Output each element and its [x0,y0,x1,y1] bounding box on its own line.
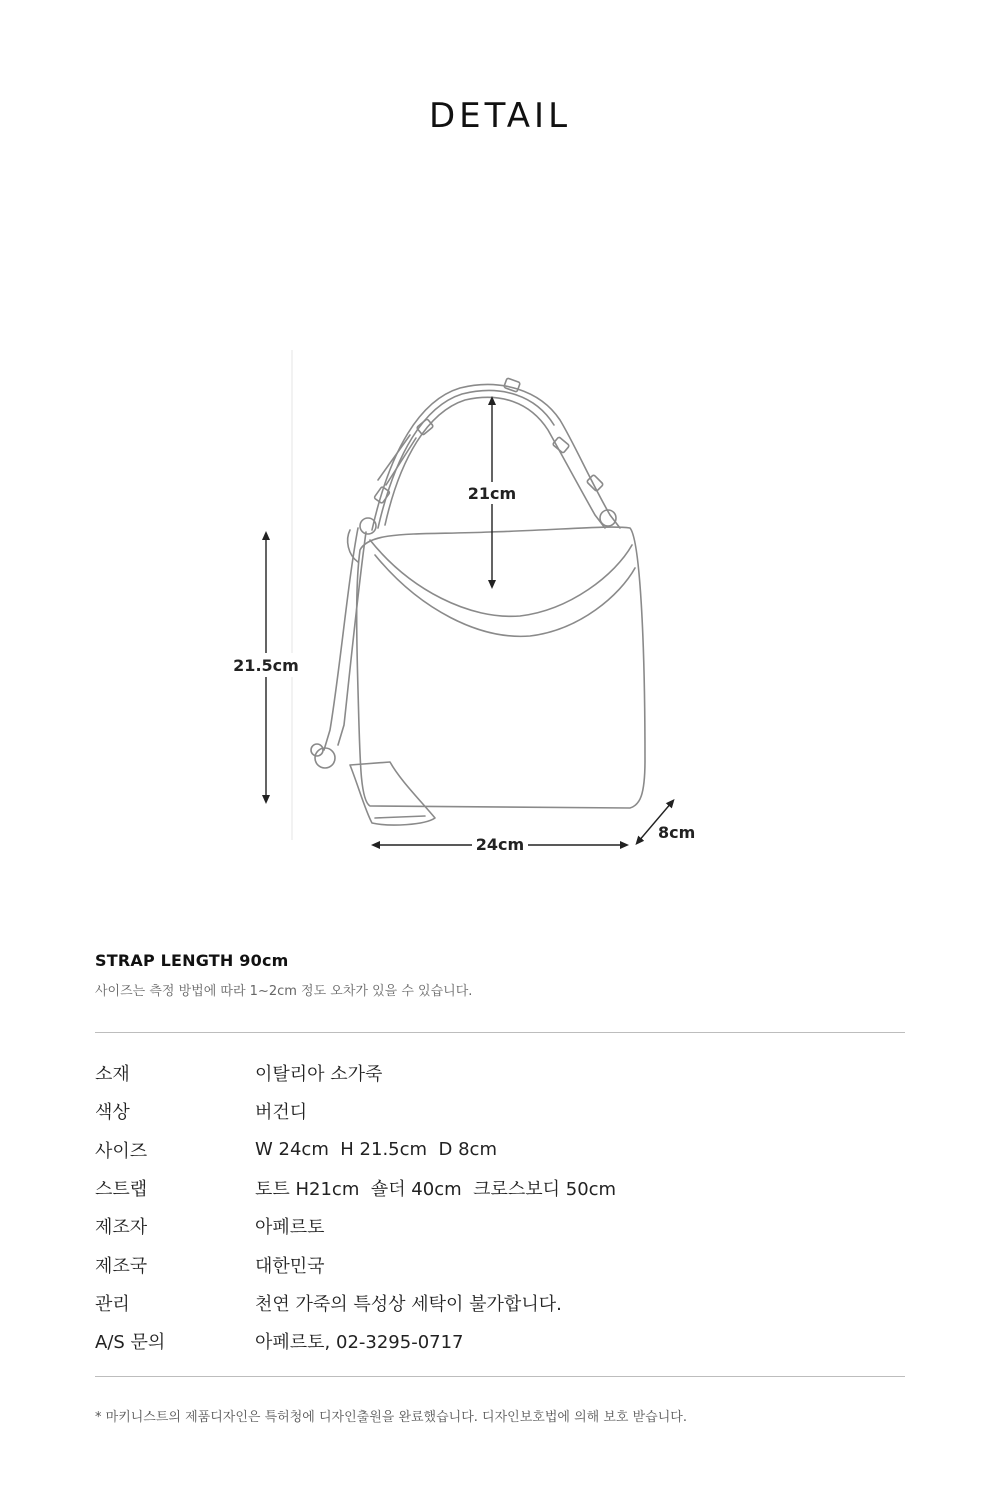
spec-key: A/S 문의 [95,1332,166,1354]
bag-outline [311,378,645,825]
spec-key: 관리 [95,1293,130,1315]
page-title: DETAIL [428,96,572,136]
depth-label: 8cm [658,823,696,842]
spec-row [95,1245,905,1283]
divider-top [95,1032,905,1033]
spec-key: 제조자 [95,1217,148,1239]
spec-key: 색상 [95,1102,130,1124]
spec-table [95,1054,905,1360]
spec-value: 버건디 [255,1102,308,1124]
footnote: * 마키니스트의 제품디자인은 특허청에 디자인출원을 완료했습니다. 디자인보호법에 의해 보호 받습니다. [95,1410,687,1425]
spec-key: 제조국 [95,1255,148,1277]
spec-key: 스트랩 [95,1179,148,1201]
spec-row [95,1054,905,1092]
spec-value: 천연 가죽의 특성상 세탁이 불가합니다. [255,1293,562,1315]
width-label: 24cm [475,835,525,854]
spec-value: W 24cm H 21.5cm D 8cm [255,1139,497,1161]
spec-row [95,1092,905,1130]
spec-value: 토트 H21cm 숄더 40cm 크로스보디 50cm [255,1179,617,1201]
spec-row [95,1207,905,1245]
spec-key: 소재 [95,1064,130,1086]
bag-dimension-diagram [220,340,740,870]
spec-row [95,1284,905,1322]
spec-row [95,1169,905,1207]
strap-length: STRAP LENGTH 90cm [95,951,289,970]
spec-row [95,1131,905,1169]
spec-value: 이탈리아 소가죽 [255,1064,383,1086]
spec-value: 아페르토 [255,1217,325,1239]
spec-value: 아페르토, 02-3295-0717 [255,1332,464,1354]
strap-height-label: 21cm [467,484,517,503]
divider-bottom [95,1376,905,1377]
spec-row [95,1322,905,1360]
body-height-label: 21.5cm [233,656,299,675]
spec-value: 대한민국 [255,1255,325,1277]
spec-key: 사이즈 [95,1140,148,1162]
size-note: 사이즈는 측정 방법에 따라 1~2cm 정도 오차가 있을 수 있습니다. [95,984,473,999]
